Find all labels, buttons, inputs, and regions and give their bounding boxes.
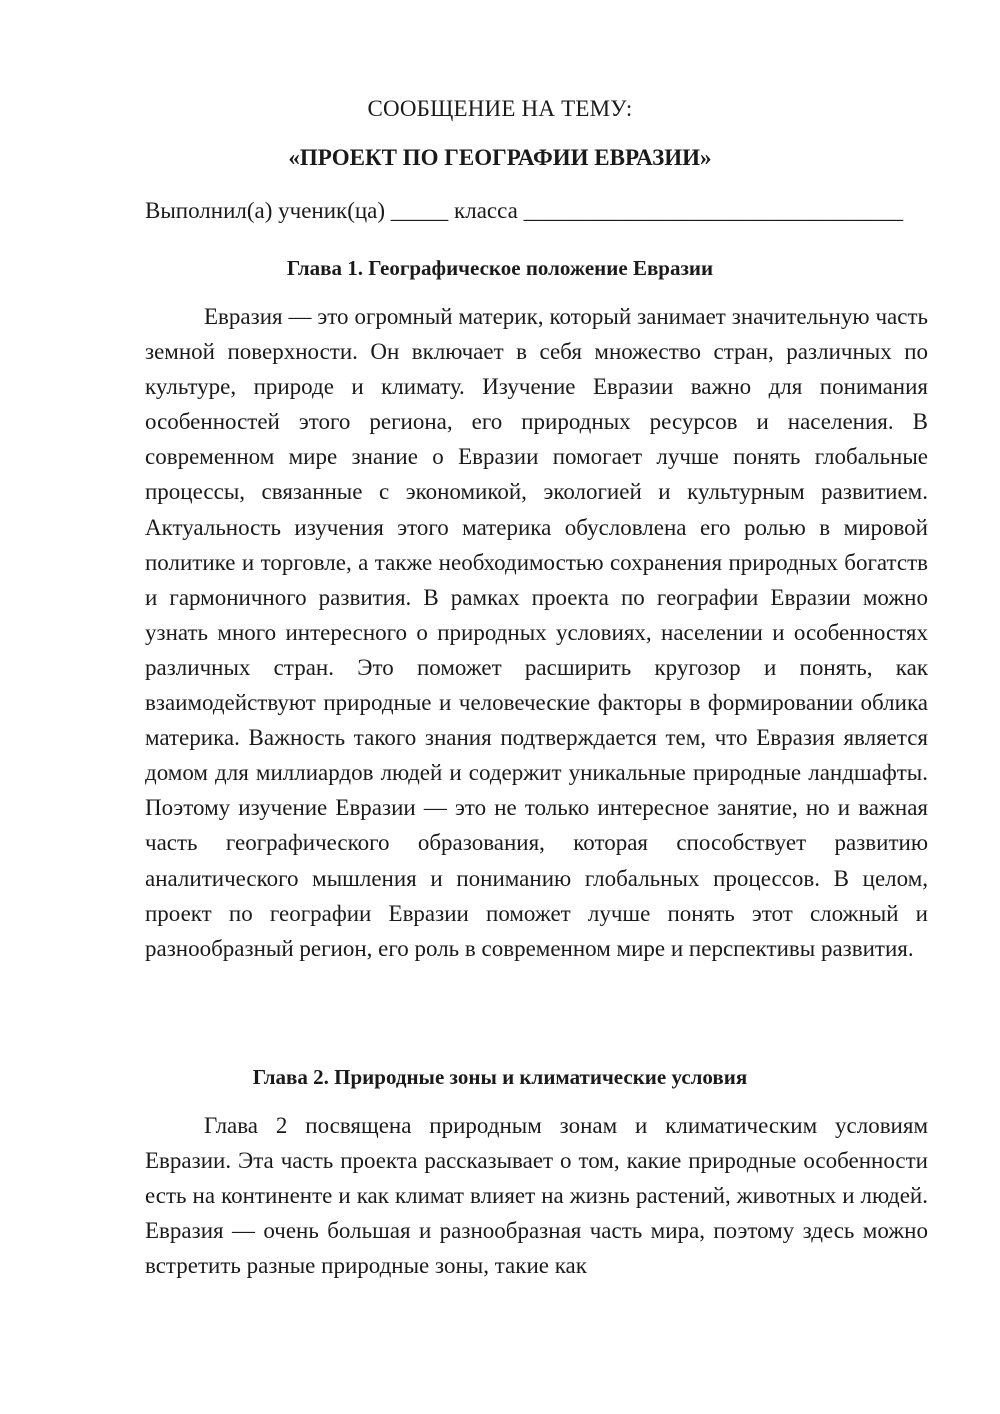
chapter-1-paragraph: Евразия — это огромный материк, который занимает значительную часть земной поверхности. Он включает в себя множество стран, различных по культуре, природе и климату. Изучение Евразии важно для понимания особенностей этого региона, его природных ресурсов и населения. В современном мире знание о Евразии помогает лучше понять глобальные процессы, связанные с экономикой, экологией и культурным развитием. Актуальность изучения этого материка обусловлена его ролью в мировой политике и торговле, а также необходимостью сохранения природных богатств и гармоничного развития. В рамках проекта по географии Евразии можно узнать много интересного о природных условиях, населении и особенностях различных стран. Это поможет расширить кругозор и понять, как взаимодействуют природные и человеческие факторы в формировании облика материка. Важность такого знания подтверждается тем, что Евразия является домом для миллиардов людей и содержит уникальные природные ландшафты. Поэтому изучение Евразии — это не только интересное занятие, но и важная часть географического образования, которая способствует развитию аналитического мышления и пониманию глобальных процессов. В целом, проект по географии Евразии поможет лучше понять этот сложный и разнообразный регион, его роль в современном мире и перспективы развития.	[145, 304, 928, 961]
chapter-1-heading: Глава 1. Географическое положение Евразии	[286, 256, 714, 280]
document-title-line-2: «ПРОЕКТ ПО ГЕОГРАФИИ ЕВРАЗИИ»	[288, 145, 712, 170]
chapter-2-paragraph: Глава 2 посвящена природным зонам и климатическим условиям Евразии. Эта часть проекта рассказывает о том, какие природные особенности есть на континенте и как климат влияет на жизнь растений, животных и людей. Евразия — очень большая и разнообразная часть мира, поэтому здесь можно встретить разные природные зоны, такие как	[145, 1113, 928, 1279]
document-title-line-1: СООБЩЕНИЕ НА ТЕМУ:	[367, 96, 633, 121]
author-line: Выполнил(а) ученик(ца) _____ класса _________________________________	[145, 198, 904, 223]
chapter-2-heading: Глава 2. Природные зоны и климатические условия	[252, 1065, 748, 1089]
